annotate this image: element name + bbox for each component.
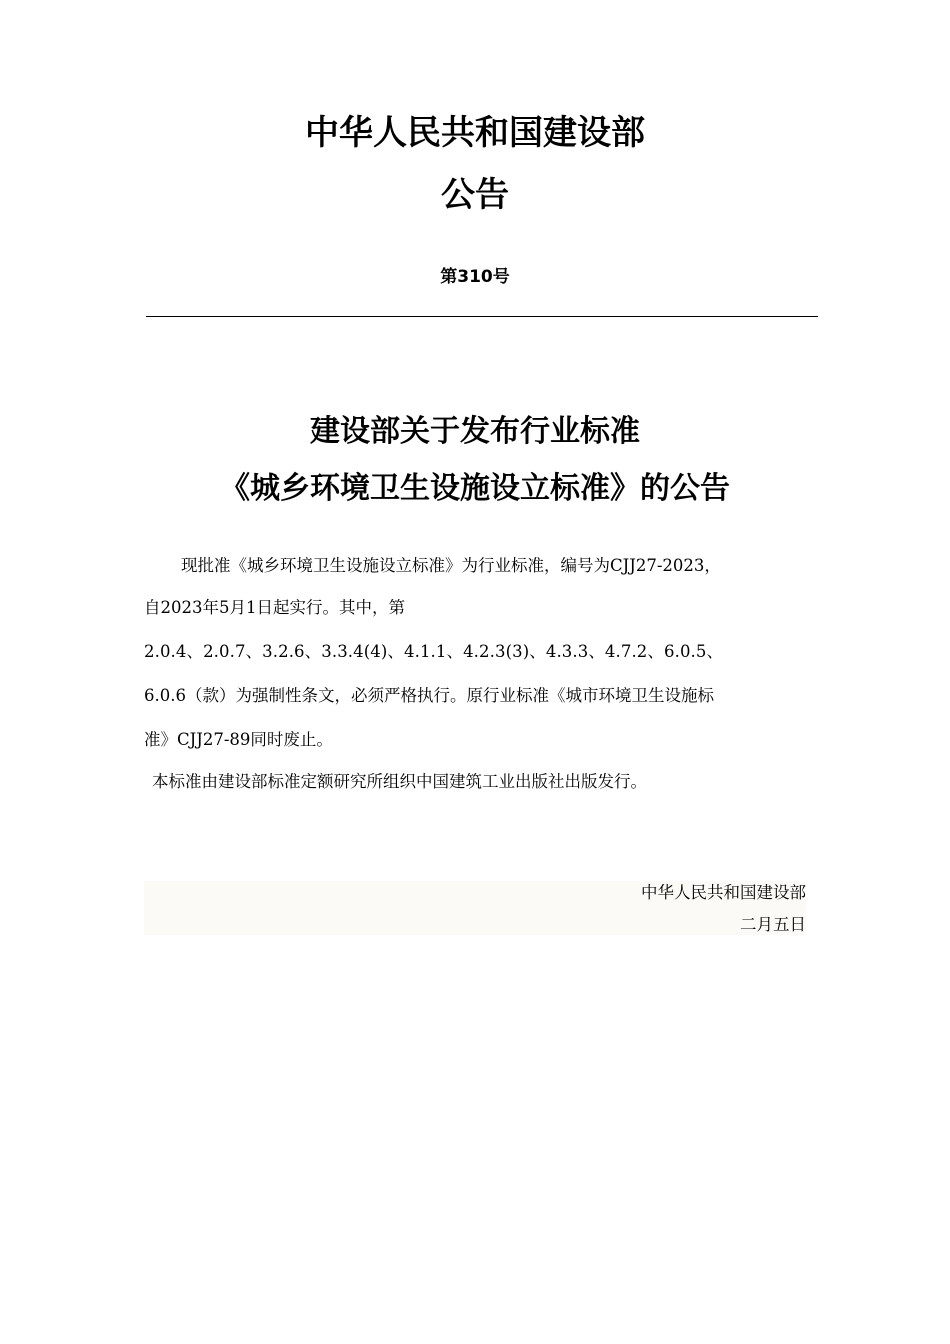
document-type-title: 公告 [441, 175, 509, 215]
body-paragraph-line-3: 2.0.4、2.0.7、3.2.6、3.3.4(4)、4.1.1、4.2.3(3)、4.3.3、4.7.2、6.0.5、 [144, 642, 724, 661]
body-paragraph-line-4: 6.0.6（款）为强制性条文，必须严格执行。原行业标准《城市环境卫生设施标 [144, 686, 714, 705]
subject-title-line-1: 建设部关于发布行业标准 [310, 414, 640, 449]
body-paragraph-line-5: 准》CJJ27-89同时废止。 [144, 730, 333, 749]
signature-block [144, 881, 806, 935]
publication-note: 本标准由建设部标准定额研究所组织中国建筑工业出版社出版发行。 [152, 772, 647, 791]
agency-title: 中华人民共和国建设部 [305, 113, 645, 153]
header-divider [146, 316, 818, 317]
signature-date: 二月五日 [740, 915, 806, 934]
signature-agency: 中华人民共和国建设部 [641, 883, 806, 902]
body-paragraph-line-1: 现批准《城乡环境卫生设施设立标准》为行业标准，编号为CJJ27-2023， [181, 556, 721, 575]
subject-title-line-2: 《城乡环境卫生设施设立标准》的公告 [220, 471, 730, 506]
body-paragraph-line-2: 自2023年5月1日起实行。其中，第 [144, 598, 405, 617]
document-number: 第310号 [440, 267, 510, 287]
